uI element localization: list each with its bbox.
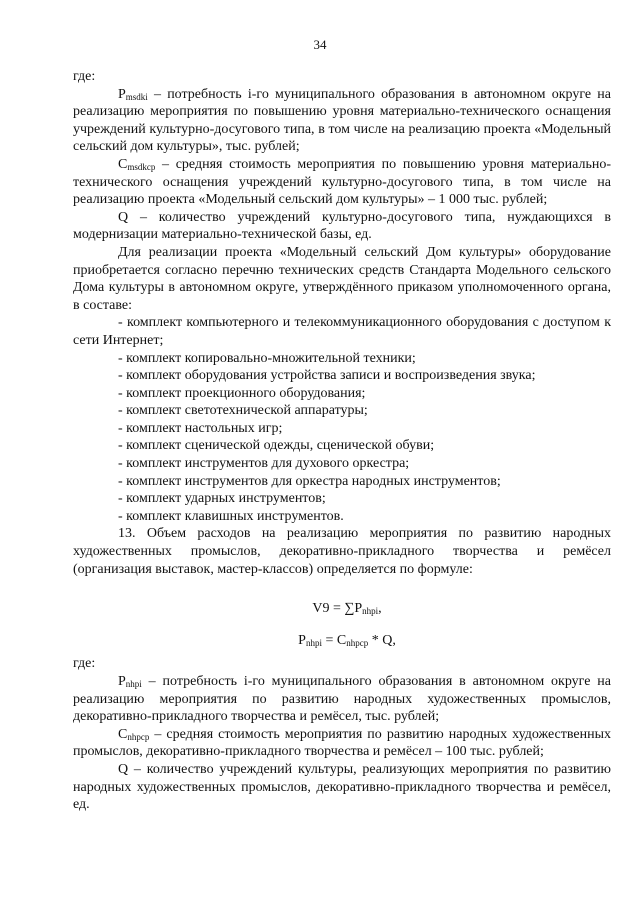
formula-lhs: V9 = ∑P (312, 601, 363, 617)
list-item: - комплект ударных инструментов; (118, 491, 326, 507)
definition-q-2: Q – количество учреждений культуры, реализующих мероприятия по развитию народных художественных промыслов, декоративно-прикладного творчества и ремёсел, ед. (73, 761, 611, 813)
page-content (73, 68, 611, 814)
definition-c-msdkcp (73, 156, 611, 209)
page-number: 34 (313, 37, 327, 52)
list-item: - комплект светотехнической аппаратуры; (118, 403, 368, 419)
formula-p-nhpi (73, 632, 611, 650)
where-label: где: (73, 656, 96, 672)
symbol: P (118, 86, 126, 102)
formula-subscript: nhpi (305, 637, 322, 648)
symbol-subscript: msdkcp (127, 161, 156, 172)
where-label: где: (73, 69, 96, 84)
definition-text: – средняя стоимость мероприятия по развитию народных художественных промыслов, декоративно-прикладного творчества и ремёсел – 100 тыс. рублей; (73, 726, 611, 760)
list-item: - комплект инструментов для духового оркестра; (118, 456, 410, 472)
definition-p-nhpi (73, 673, 611, 726)
list-item: - комплект клавишных инструментов. (118, 508, 344, 524)
symbol: P (118, 674, 126, 689)
formula-subscript: nhpi (362, 606, 379, 617)
list-item: - комплект инструментов для оркестра народных инструментов; (118, 473, 501, 489)
definition-q: Q – количество учреждений культурно-досугового типа, нуждающихся в модернизации материально-технической базы, ед. (73, 209, 611, 243)
list-item: - комплект сценической одежды, сценической обуви; (118, 438, 435, 454)
equipment-list (73, 314, 611, 525)
symbol-subscript: nhpi (125, 679, 142, 689)
formula-subscript: nhpcp (346, 637, 369, 648)
symbol: C (118, 726, 128, 742)
definition-text: – потребность i-го муниципального образования в автономном округе на реализацию мероприятия по развитию народных художественных промыслов, декоративно-прикладного творчества и ремёсел, тыс. рублей; (73, 674, 611, 725)
symbol-subscript: nhpcp (127, 731, 150, 742)
definition-text: – потребность i-го муниципального образования в автономном округе на реализацию мероприятия по повышению уровня материально-технического оснащения учреждений культурно-досугового типа, в том числе на реализацию проекта «Модельный сельский дом культуры», тыс. рублей; (73, 86, 611, 155)
formula-eq: = C (321, 632, 347, 648)
symbol-subscript: msdki (125, 91, 148, 102)
formula-p: P (298, 632, 306, 648)
list-item: - комплект компьютерного и телекоммуникационного оборудования с доступом к сети Интернет; (73, 315, 611, 348)
formula-tail: * Q, (368, 632, 396, 648)
definition-p-msdki (73, 86, 611, 156)
list-item: - комплект настольных игр; (118, 420, 283, 436)
list-item: - комплект проекционного оборудования; (118, 385, 366, 401)
section-13-text: 13. Объем расходов на реализацию мероприятия по развитию народных художественных промыслов, декоративно-прикладного творчества и ремёсел (организация выставок, мастер-классов) определяется по формуле: (73, 526, 611, 577)
symbol: C (118, 156, 128, 172)
definition-c-nhpcp (73, 726, 611, 761)
equipment-intro: Для реализации проекта «Модельный сельский Дом культуры» оборудование приобретается согласно перечню технических средств Стандарта Модельного сельского Дома культуры в автономном округе, утверждённого приказом уполномоченного органа, в составе: (73, 244, 611, 313)
formula-v9 (73, 600, 611, 618)
definition-text: – средняя стоимость мероприятия по повышению уровня материально-технического оснащения учреждений культурно-досугового типа, в том числе на реализацию проекта «Модельный сельский дом культуры» – 1 000 тыс. рублей; (73, 156, 611, 208)
list-item: - комплект копировально-множительной техники; (118, 350, 416, 366)
formula-tail: , (378, 601, 382, 617)
list-item: - комплект оборудования устройства записи и воспроизведения звука; (118, 368, 536, 384)
